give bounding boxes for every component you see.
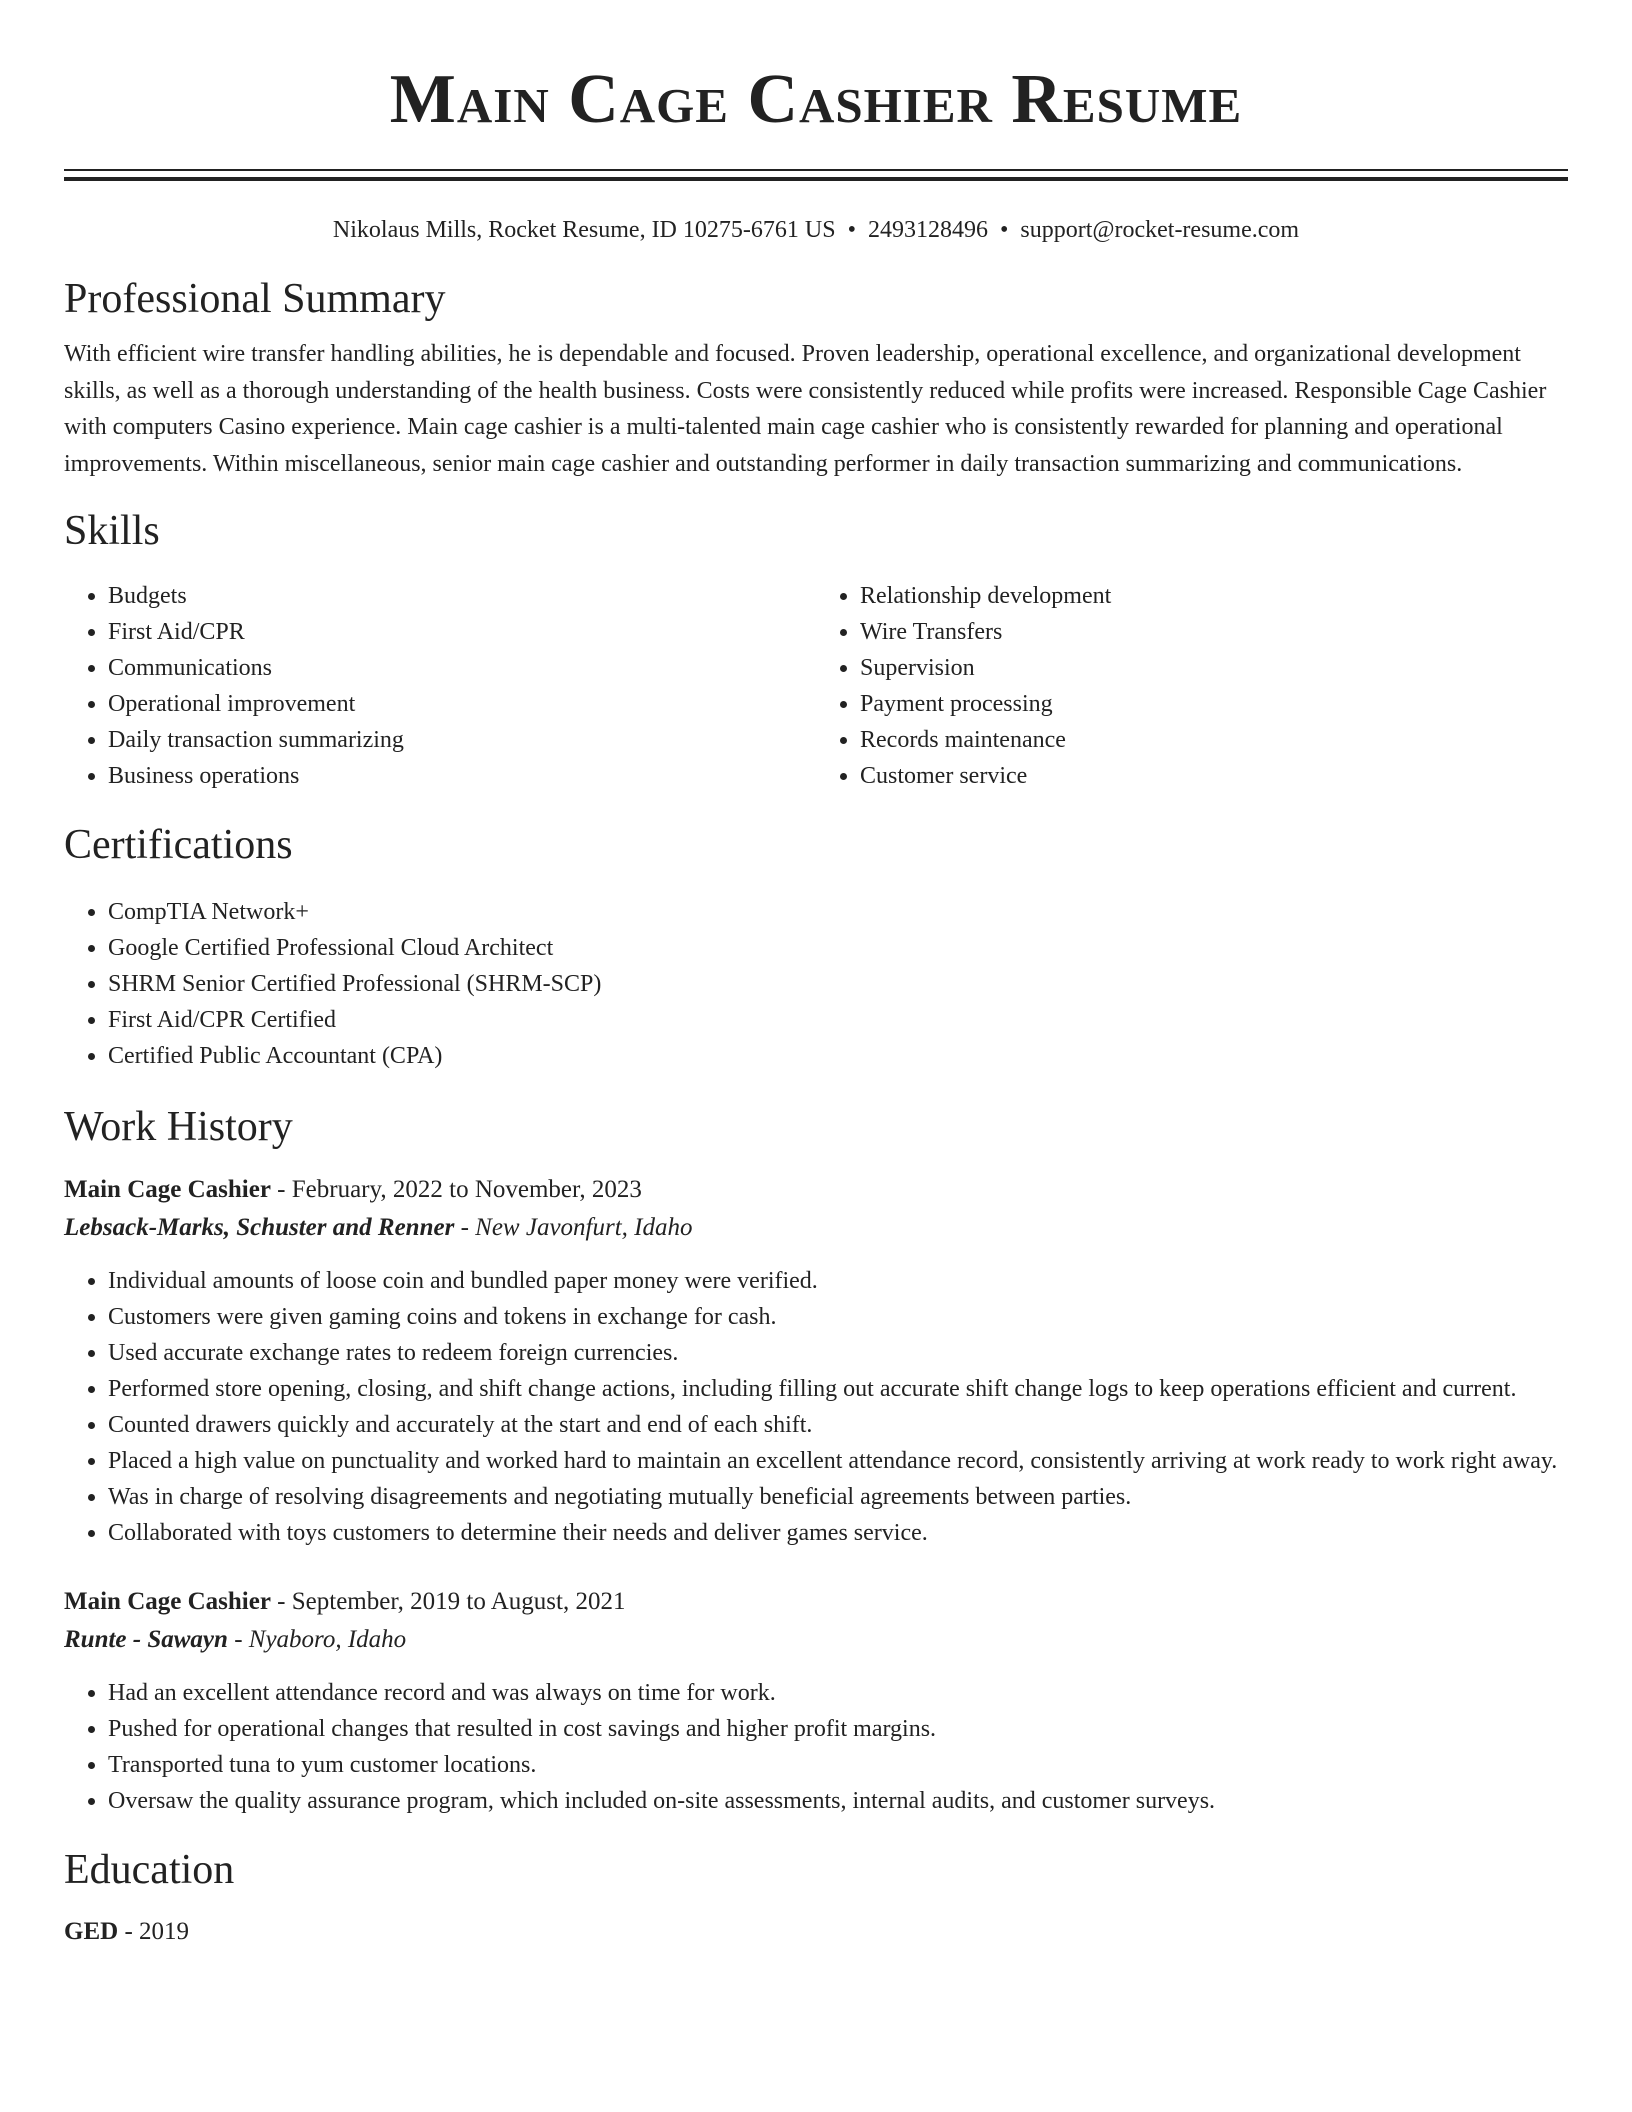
contact-phone: 2493128496 xyxy=(867,217,988,243)
work-history-heading: Work History xyxy=(64,1104,293,1150)
job-dates: - February, 2022 to November, 2023 xyxy=(270,1176,642,1203)
skill-item: • Communications xyxy=(108,650,816,686)
job-company-line xyxy=(64,1209,1568,1247)
skill-item: • Operational improvement xyxy=(108,686,816,722)
job-title-line xyxy=(64,1171,1568,1209)
job-dates: - September, 2019 to August, 2021 xyxy=(270,1588,626,1615)
job-bullet: • Customers were given gaming coins and tokens in exchange for cash. xyxy=(108,1299,1568,1335)
skill-item: • Business operations xyxy=(108,758,816,794)
skill-item: • Records maintenance xyxy=(860,722,1568,758)
job-bullets xyxy=(64,1263,1568,1551)
contact-email[interactable]: support@rocket-resume.com xyxy=(1020,217,1300,243)
summary-text: With efficient wire transfer handling abilities, he is dependable and focused. Proven leadership, operational excellence, and organizational development skills, as well as a thorough understanding of the health business. Costs were consistently reduced while profits were increased. Responsible Cage Cashier with computers Casino experience. Main cage cashier is a multi-talented main cage cashier who is consistently rewarded for planning and operational improvements. Within miscellaneous, senior main cage cashier and outstanding performer in daily transaction summarizing and communications. xyxy=(64,341,1547,477)
education-heading: Education xyxy=(64,1847,235,1893)
skill-item: • First Aid/CPR xyxy=(108,614,816,650)
education-degree: GED xyxy=(64,1918,119,1945)
job-bullet: • Performed store opening, closing, and shift change actions, including filling out accurate shift change logs to keep operations efficient and current. xyxy=(108,1371,1568,1407)
skill-item: • Customer service xyxy=(860,758,1568,794)
job-bullet: • Placed a high value on punctuality and worked hard to maintain an excellent attendance record, consistently arriving at work ready to work right away. xyxy=(108,1443,1568,1479)
job-entry xyxy=(64,1171,1568,1551)
skills-list-left xyxy=(64,578,816,794)
job-bullets xyxy=(64,1675,1568,1819)
skill-item: • Budgets xyxy=(108,578,816,614)
skills-list-right xyxy=(816,578,1568,794)
skill-item: • Daily transaction summarizing xyxy=(108,722,816,758)
job-bullet: • Oversaw the quality assurance program, which included on-site assessments, internal audits, and customer surveys. xyxy=(108,1783,1568,1819)
contact-separator: • xyxy=(847,217,856,243)
skill-item: • Payment processing xyxy=(860,686,1568,722)
education-year: - 2019 xyxy=(118,1918,190,1945)
certifications-list xyxy=(64,894,1568,1074)
certification-item: • First Aid/CPR Certified xyxy=(108,1002,1568,1038)
job-bullet: • Counted drawers quickly and accurately at the start and end of each shift. xyxy=(108,1407,1568,1443)
skills-heading: Skills xyxy=(64,508,160,554)
contact-line xyxy=(64,214,1568,246)
job-title-line xyxy=(64,1583,1568,1621)
job-bullet: • Individual amounts of loose coin and bundled paper money were verified. xyxy=(108,1263,1568,1299)
job-title: Main Cage Cashier xyxy=(64,1588,271,1615)
job-bullet: • Used accurate exchange rates to redeem foreign currencies. xyxy=(108,1335,1568,1371)
resume-title: Main Cage Cashier Resume xyxy=(389,61,1243,138)
job-entry xyxy=(64,1583,1568,1819)
certification-item: • SHRM Senior Certified Professional (SHRM-SCP) xyxy=(108,966,1568,1002)
job-company: Runte - Sawayn xyxy=(64,1626,228,1653)
job-bullet: • Was in charge of resolving disagreements and negotiating mutually beneficial agreements between parties. xyxy=(108,1479,1568,1515)
job-bullet: • Pushed for operational changes that resulted in cost savings and higher profit margins. xyxy=(108,1711,1568,1747)
job-location: - New Javonfurt, Idaho xyxy=(454,1214,693,1241)
certification-item: • Certified Public Accountant (CPA) xyxy=(108,1038,1568,1074)
certification-item: • CompTIA Network+ xyxy=(108,894,1568,930)
job-title: Main Cage Cashier xyxy=(64,1176,271,1203)
contact-separator: • xyxy=(999,217,1009,243)
skill-item: • Supervision xyxy=(860,650,1568,686)
job-bullet: • Transported tuna to yum customer locations. xyxy=(108,1747,1568,1783)
skill-item: • Wire Transfers xyxy=(860,614,1568,650)
job-location: - Nyaboro, Idaho xyxy=(227,1626,407,1653)
job-bullet: • Collaborated with toys customers to determine their needs and deliver games service. xyxy=(108,1515,1568,1551)
summary-heading: Professional Summary xyxy=(64,276,446,322)
skill-item: • Relationship development xyxy=(860,578,1568,614)
title-divider-thick xyxy=(64,177,1568,181)
certifications-heading: Certifications xyxy=(64,822,293,868)
job-company: Lebsack-Marks, Schuster and Renner xyxy=(64,1214,455,1241)
job-company-line xyxy=(64,1621,1568,1659)
education-entry xyxy=(64,1913,1568,1951)
certification-item: • Google Certified Professional Cloud Architect xyxy=(108,930,1568,966)
skills-columns xyxy=(64,578,1568,794)
job-bullet: • Had an excellent attendance record and was always on time for work. xyxy=(108,1675,1568,1711)
contact-address: Nikolaus Mills, Rocket Resume, ID 10275-6761 US xyxy=(332,217,836,243)
title-divider-thin xyxy=(64,169,1568,171)
